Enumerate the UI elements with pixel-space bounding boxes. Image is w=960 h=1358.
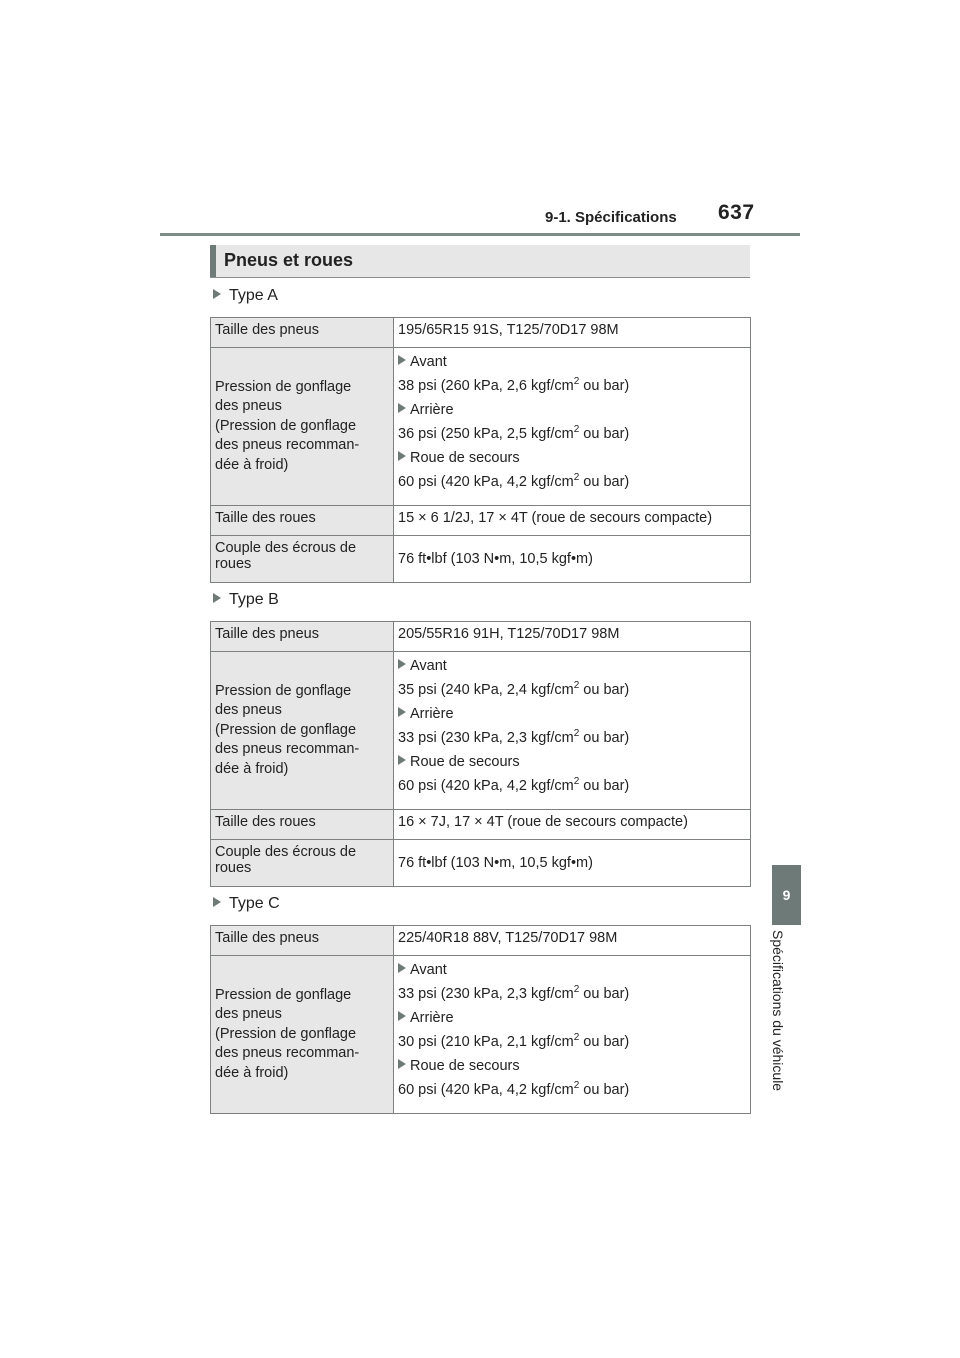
pressure-spare-heading	[398, 754, 746, 770]
type-a-label	[213, 287, 278, 305]
pressure-suffix: ou bar)	[579, 1034, 630, 1050]
pressure-label	[211, 348, 394, 506]
pressure-rear-value	[398, 1034, 746, 1050]
type-c-label	[213, 895, 280, 913]
exponent: 2	[573, 376, 580, 388]
table-row	[211, 348, 751, 506]
pressure-suffix: ou bar)	[579, 378, 630, 394]
pressure-value-text: 35 psi (240 kPa, 2,4 kgf/cm	[398, 682, 574, 698]
label-line: des pneus	[215, 398, 282, 415]
label-line: des pneus recomman-	[215, 437, 360, 454]
pressure-value-text: 30 psi (210 kPa, 2,1 kgf/cm	[398, 1034, 574, 1050]
header-rule	[160, 233, 800, 236]
pressure-spare-value	[398, 778, 746, 794]
label-line: Couple des écrous de	[215, 540, 357, 556]
table-row	[211, 926, 751, 956]
exponent: 2	[573, 776, 580, 788]
spec-table-type-c	[210, 925, 751, 1114]
torque-label	[211, 536, 394, 583]
pressure-name: Arrière	[410, 402, 454, 418]
table-row	[211, 622, 751, 652]
exponent: 2	[573, 728, 580, 740]
triangle-bullet-icon	[398, 755, 406, 765]
label-line: Couple des écrous de	[215, 844, 357, 860]
pressure-values	[394, 956, 751, 1114]
label-line: (Pression de gonflage	[215, 417, 357, 434]
pressure-front-value	[398, 682, 746, 698]
pressure-suffix: ou bar)	[579, 426, 630, 442]
label-line: dée à froid)	[215, 456, 289, 473]
pressure-front-heading	[398, 354, 746, 370]
label-line: des pneus	[215, 702, 282, 719]
pressure-value-text: 36 psi (250 kPa, 2,5 kgf/cm	[398, 426, 574, 442]
pressure-rear-heading	[398, 706, 746, 722]
label-line: dée à froid)	[215, 1064, 289, 1081]
pressure-value-text: 60 psi (420 kPa, 4,2 kgf/cm	[398, 778, 574, 794]
chapter-tab: 9	[772, 865, 801, 925]
triangle-bullet-icon	[398, 659, 406, 669]
tire-size-value: 225/40R18 88V, T125/70D17 98M	[394, 926, 751, 956]
pressure-label	[211, 956, 394, 1114]
pressure-rear-heading	[398, 1010, 746, 1026]
triangle-bullet-icon	[213, 593, 221, 603]
section-header: 9-1. Spécifications	[545, 209, 677, 226]
wheel-size-label: Taille des roues	[211, 810, 394, 840]
spec-table-type-b	[210, 621, 751, 887]
pressure-name: Roue de secours	[410, 754, 520, 770]
label-line: des pneus	[215, 1006, 282, 1023]
pressure-spare-heading	[398, 450, 746, 466]
table-row	[211, 318, 751, 348]
pressure-front-value	[398, 986, 746, 1002]
pressure-front-heading	[398, 962, 746, 978]
triangle-bullet-icon	[213, 897, 221, 907]
tire-size-value: 195/65R15 91S, T125/70D17 98M	[394, 318, 751, 348]
pressure-value-text: 33 psi (230 kPa, 2,3 kgf/cm	[398, 730, 574, 746]
pressure-name: Roue de secours	[410, 450, 520, 466]
label-line: (Pression de gonflage	[215, 721, 357, 738]
pressure-value-text: 33 psi (230 kPa, 2,3 kgf/cm	[398, 986, 574, 1002]
type-b-label	[213, 591, 279, 609]
pressure-name: Avant	[410, 962, 447, 978]
label-line: dée à froid)	[215, 760, 289, 777]
pressure-label	[211, 652, 394, 810]
section-title-bar	[210, 245, 216, 277]
section-title: Pneus et roues	[224, 250, 354, 270]
pressure-front-value	[398, 378, 746, 394]
page-number: 637	[718, 201, 755, 224]
pressure-front-heading	[398, 658, 746, 674]
table-row	[211, 536, 751, 583]
label-line: roues	[215, 556, 252, 572]
pressure-values	[394, 348, 751, 506]
pressure-rear-value	[398, 426, 746, 442]
label-line: (Pression de gonflage	[215, 1025, 357, 1042]
exponent: 2	[573, 680, 580, 692]
type-label-text: Type A	[229, 287, 278, 304]
type-label-text: Type C	[229, 895, 280, 912]
triangle-bullet-icon	[398, 403, 406, 413]
torque-value: 76 ft•lbf (103 N•m, 10,5 kgf•m)	[394, 840, 751, 887]
pressure-spare-heading	[398, 1058, 746, 1074]
triangle-bullet-icon	[398, 355, 406, 365]
tire-size-label: Taille des pneus	[211, 926, 394, 956]
pressure-name: Avant	[410, 658, 447, 674]
torque-value: 76 ft•lbf (103 N•m, 10,5 kgf•m)	[394, 536, 751, 583]
label-line: Pression de gonflage	[215, 682, 352, 699]
pressure-spare-value	[398, 474, 746, 490]
label-line: Pression de gonflage	[215, 986, 352, 1003]
wheel-size-value: 15 × 6 1/2J, 17 × 4T (roue de secours compacte)	[394, 506, 751, 536]
tire-size-label: Taille des pneus	[211, 318, 394, 348]
pressure-suffix: ou bar)	[579, 1082, 630, 1098]
wheel-size-label: Taille des roues	[211, 506, 394, 536]
table-row	[211, 652, 751, 810]
triangle-bullet-icon	[398, 963, 406, 973]
tire-size-label: Taille des pneus	[211, 622, 394, 652]
pressure-value-text: 60 psi (420 kPa, 4,2 kgf/cm	[398, 1082, 574, 1098]
pressure-suffix: ou bar)	[579, 682, 630, 698]
exponent: 2	[573, 1032, 580, 1044]
triangle-bullet-icon	[398, 451, 406, 461]
exponent: 2	[573, 1080, 580, 1092]
pressure-name: Roue de secours	[410, 1058, 520, 1074]
tire-size-value: 205/55R16 91H, T125/70D17 98M	[394, 622, 751, 652]
pressure-name: Avant	[410, 354, 447, 370]
section-title-box	[210, 245, 750, 278]
label-line: Pression de gonflage	[215, 378, 352, 395]
pressure-rear-value	[398, 730, 746, 746]
pressure-name: Arrière	[410, 706, 454, 722]
pressure-suffix: ou bar)	[579, 986, 630, 1002]
triangle-bullet-icon	[398, 1059, 406, 1069]
pressure-values	[394, 652, 751, 810]
triangle-bullet-icon	[213, 289, 221, 299]
pressure-spare-value	[398, 1082, 746, 1098]
table-row	[211, 810, 751, 840]
label-line: roues	[215, 860, 252, 876]
triangle-bullet-icon	[398, 707, 406, 717]
wheel-size-value: 16 × 7J, 17 × 4T (roue de secours compacte)	[394, 810, 751, 840]
type-label-text: Type B	[229, 591, 279, 608]
pressure-rear-heading	[398, 402, 746, 418]
triangle-bullet-icon	[398, 1011, 406, 1021]
exponent: 2	[573, 424, 580, 436]
label-line: des pneus recomman-	[215, 1045, 360, 1062]
pressure-value-text: 38 psi (260 kPa, 2,6 kgf/cm	[398, 378, 574, 394]
table-row	[211, 956, 751, 1114]
pressure-name: Arrière	[410, 1010, 454, 1026]
torque-label	[211, 840, 394, 887]
pressure-suffix: ou bar)	[579, 474, 630, 490]
table-row	[211, 506, 751, 536]
label-line: des pneus recomman-	[215, 741, 360, 758]
pressure-suffix: ou bar)	[579, 730, 630, 746]
spec-table-type-a	[210, 317, 751, 583]
chapter-title: Spécifications du véhicule	[770, 930, 786, 1092]
pressure-suffix: ou bar)	[579, 778, 630, 794]
exponent: 2	[573, 472, 580, 484]
exponent: 2	[573, 984, 580, 996]
pressure-value-text: 60 psi (420 kPa, 4,2 kgf/cm	[398, 474, 574, 490]
table-row	[211, 840, 751, 887]
